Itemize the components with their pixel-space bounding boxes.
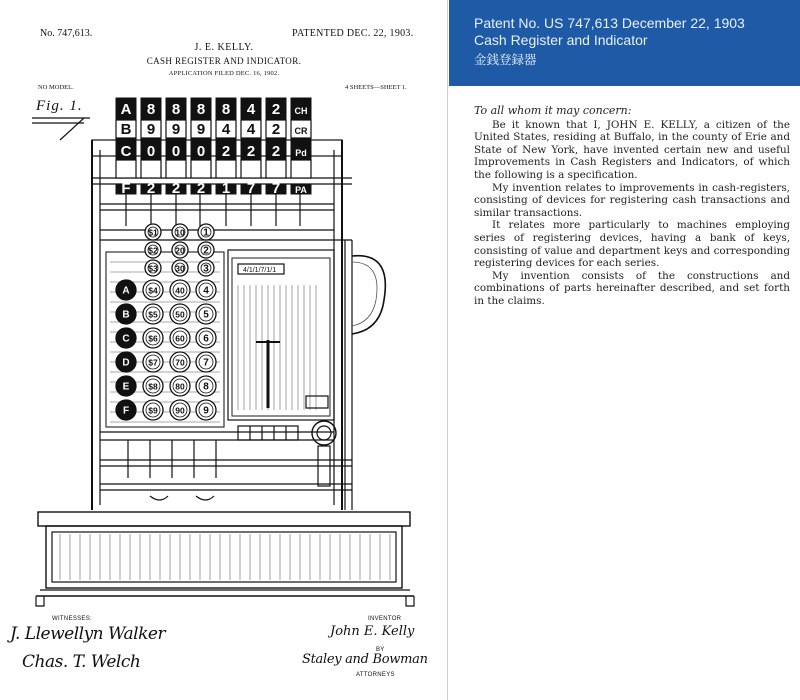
sheet-inventor-name: J. E. KELLY.	[194, 42, 254, 53]
patent-specification-text	[474, 105, 790, 308]
indicator-tab-label: 8	[146, 101, 156, 118]
register-key	[196, 304, 216, 324]
register-key	[116, 328, 136, 348]
register-key	[116, 400, 136, 420]
register-key-label: 2	[203, 245, 209, 257]
register-key-label: 10	[175, 227, 185, 238]
register-key-label: 20	[175, 245, 185, 256]
sheet-no-model: NO MODEL.	[38, 84, 74, 91]
paragraph-3: It relates more particularly to machines employing series of registering devices, having a bank of keys, consisting of value and department keys and corresponding registering devices for each series.	[474, 219, 790, 270]
register-key	[143, 352, 163, 372]
register-key-label: 70	[175, 357, 185, 368]
register-key	[143, 400, 163, 420]
register-key	[145, 242, 161, 258]
register-key-label: $1	[148, 227, 158, 238]
indicator-tab	[266, 98, 286, 197]
indicator-tab	[141, 98, 161, 197]
indicator-tab-label: C	[120, 143, 132, 160]
indicator-tab-label: 0	[196, 143, 206, 160]
register-key-label: B	[122, 309, 130, 321]
register-key	[196, 352, 216, 372]
register-key-label: $4	[148, 285, 158, 296]
register-key	[196, 400, 216, 420]
patent-info-header	[449, 0, 800, 86]
register-key-label: A	[122, 285, 130, 297]
indicator-tab	[291, 98, 311, 195]
sheet-invention-title: CASH REGISTER AND INDICATOR.	[146, 56, 302, 66]
indicator-tab-label: 2	[171, 180, 181, 197]
register-key-label: 7	[203, 357, 209, 369]
witnesses-label: WITNESSES:	[52, 616, 93, 622]
register-key	[143, 280, 163, 300]
indicator-tab	[191, 98, 211, 197]
indicator-tab-label: 2	[146, 180, 156, 197]
register-key-label: 5	[203, 309, 209, 321]
register-key	[170, 328, 190, 348]
register-key-label: 4	[203, 285, 209, 297]
register-key	[172, 260, 188, 276]
register-key-label: 6	[203, 333, 209, 345]
indicator-tab-label: PA	[295, 185, 307, 195]
figure-label: Fig. 1.	[36, 98, 83, 114]
salutation: To all whom it may concern:	[474, 104, 632, 117]
header-patent-number: Patent No. US 747,613 December 22, 1903	[474, 15, 745, 31]
register-key-label: 9	[203, 405, 209, 417]
register-key	[172, 224, 188, 240]
indicator-tab-label: 2	[271, 121, 281, 138]
indicator-tab-label: 8	[221, 101, 231, 118]
register-key-label: $3	[148, 263, 158, 274]
indicator-tab	[116, 98, 136, 197]
indicator-tab-label: F	[121, 180, 131, 197]
register-key-label: 90	[175, 405, 185, 416]
indicator-tab-label: CH	[294, 106, 308, 116]
indicator-tab-label: 4	[246, 121, 256, 138]
witness-signature-1: J. Llewellyn Walker	[10, 624, 166, 644]
register-key-label: 3	[203, 263, 209, 275]
attorneys-label: ATTORNEYS	[356, 672, 395, 678]
register-key-label: 1	[203, 227, 209, 239]
indicator-tab-label: 2	[271, 143, 281, 160]
register-key	[143, 304, 163, 324]
by-label: BY	[376, 647, 385, 653]
register-key	[170, 400, 190, 420]
register-key	[170, 376, 190, 396]
register-key	[172, 242, 188, 258]
register-key-label: 40	[175, 285, 185, 296]
register-key-label: E	[122, 381, 130, 393]
register-key-label: 50	[175, 309, 185, 320]
indicator-tab-label: 4	[246, 101, 256, 118]
indicator-tab-label: 8	[171, 101, 181, 118]
indicator-tab-label: 8	[196, 101, 206, 118]
register-key-label: 8	[203, 381, 209, 393]
sheet-application-filed: APPLICATION FILED DEC. 16, 1902.	[168, 70, 280, 77]
register-key	[143, 328, 163, 348]
sheet-patented-date: PATENTED DEC. 22, 1903.	[292, 28, 414, 39]
indicator-tab-label: 1	[221, 180, 231, 197]
indicator-tab-label: 4	[221, 121, 231, 138]
register-key	[170, 352, 190, 372]
indicator-tab-label: B	[120, 121, 132, 138]
register-key	[198, 260, 214, 276]
indicator-tab-label: 0	[146, 143, 156, 160]
indicator-tab-label: 9	[171, 121, 181, 138]
register-key	[196, 376, 216, 396]
register-key	[170, 280, 190, 300]
indicator-tab	[241, 98, 261, 197]
register-key	[116, 280, 136, 300]
register-key-label: D	[122, 357, 130, 369]
register-key	[116, 304, 136, 324]
inventor-signature: John E. Kelly	[330, 624, 415, 639]
register-key-label: 80	[175, 381, 185, 392]
indicator-tab-label: 7	[246, 180, 256, 197]
indicator-tab-label: 9	[196, 121, 206, 138]
indicator-tab-label: CR	[294, 126, 308, 136]
register-window-readout: 4/1/1/7/1/1	[243, 267, 277, 274]
register-key	[145, 224, 161, 240]
register-key	[116, 352, 136, 372]
indicator-tab-label: Pd	[295, 148, 307, 158]
header-title-en: Cash Register and Indicator	[474, 32, 648, 48]
witness-signature-2: Chas. T. Welch	[22, 652, 141, 672]
indicator-tab-label: A	[120, 101, 132, 118]
attorneys-signature: Staley and Bowman	[302, 652, 428, 667]
register-key-label: $2	[148, 245, 158, 256]
register-key	[143, 376, 163, 396]
register-key	[198, 242, 214, 258]
indicator-tab-label: 2	[196, 180, 206, 197]
indicator-tab-label: 7	[271, 180, 281, 197]
indicator-tab-label: 9	[146, 121, 156, 138]
register-key	[198, 224, 214, 240]
register-key-label: $7	[148, 357, 158, 368]
indicator-tabs	[116, 98, 311, 197]
indicator-tab	[166, 98, 186, 197]
register-key	[116, 376, 136, 396]
register-key	[170, 304, 190, 324]
register-key	[196, 328, 216, 348]
register-key	[196, 280, 216, 300]
indicator-tab-label: 2	[246, 143, 256, 160]
inventor-label: INVENTOR	[368, 616, 402, 622]
register-key-label: $8	[148, 381, 158, 392]
register-key	[145, 260, 161, 276]
sheet-patent-number: No. 747,613.	[40, 28, 93, 39]
sheet-sheet-count: 4 SHEETS—SHEET 1.	[345, 84, 407, 91]
indicator-tab-label: 2	[221, 143, 231, 160]
paragraph-2: My invention relates to improvements in cash-registers, consisting of devices for registering cash transactions and similar transactions.	[474, 181, 790, 219]
indicator-tab	[216, 98, 236, 197]
register-key-label: C	[122, 333, 130, 345]
register-key-label: 60	[175, 333, 185, 344]
header-title-jp: 金銭登録器	[474, 52, 537, 67]
indicator-tab-label: 2	[271, 101, 281, 118]
paragraph-4: My invention consists of the constructions and combinations of parts hereinafter described, and set forth in the claims.	[474, 269, 790, 307]
register-key-label: F	[122, 405, 130, 417]
register-key-label: $5	[148, 309, 158, 320]
register-key-label: $9	[148, 405, 158, 416]
register-key-label: $6	[148, 333, 158, 344]
paragraph-1: Be it known that I, JOHN E. KELLY, a citizen of the United States, residing at Buffalo, in the county of Erie and State of New York, have invented certain new and useful Improvements in Cash Registers and Indicators, of which the following is a specification.	[474, 118, 790, 181]
register-key-label: 30	[175, 263, 185, 274]
indicator-tab-label: 0	[171, 143, 181, 160]
